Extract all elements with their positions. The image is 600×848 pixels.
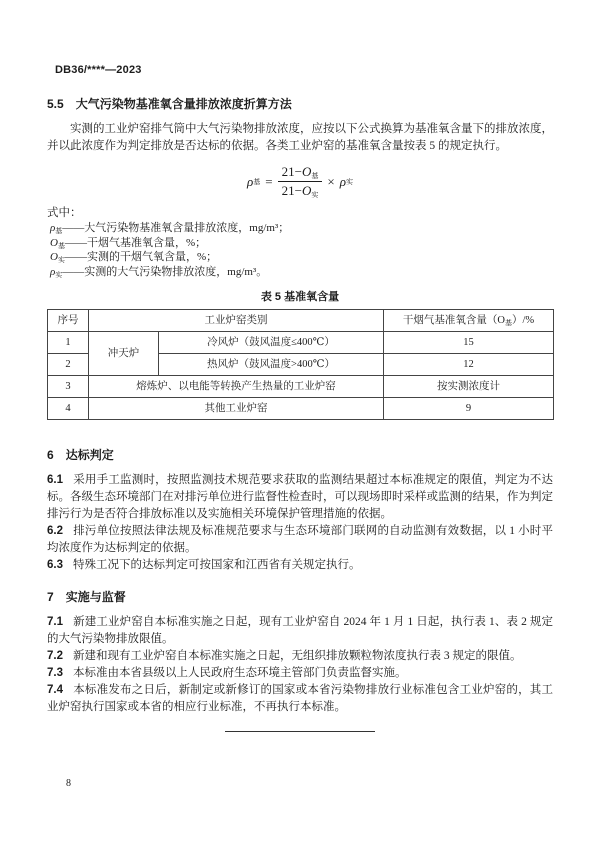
table5-header-oxygen: 干烟气基准氧含量$(O_基)/\%$ xyxy=(384,310,554,332)
row2-value: 12 xyxy=(384,354,554,376)
row4-no: 4 xyxy=(48,398,89,420)
section-5-5-heading xyxy=(47,95,553,112)
section-6-number: 6 xyxy=(47,448,54,462)
formula-multiply-sign: × xyxy=(327,173,335,189)
clause-7-3: 7.3 本标准由本省县级以上人民政府生态环境主管部门负责监督实施。 xyxy=(47,667,407,679)
section-6-title: 达标判定 xyxy=(65,448,114,462)
row1-group-cupola: 冲天炉 xyxy=(89,332,159,376)
row3-type: 熔炼炉、以电能等转换产生热量的工业炉窑 xyxy=(89,376,384,398)
symbol-definitions xyxy=(50,221,553,279)
row1-type: 冷风炉（鼓风温度≤400℃） xyxy=(159,332,384,354)
table-row xyxy=(48,376,554,398)
formula-fraction xyxy=(278,164,323,199)
clause-6-1: 6.1 采用手工监测时，按照监测技术规范要求获取的监测结果超过本标准规定的限值，判定为不达标。各级生态环境部门在对排污单位进行监督性检查时，可以现场即时采样或监测的结果，作为判定排污行为是否符合排放标准以及实施相关环境保护管理措施的依据。 xyxy=(47,474,553,520)
definition-o-base: $O_基——$干烟气基准氧含量，%； xyxy=(50,236,207,250)
clause-6-2: 6.2 排污单位按照法律法规及标准规范要求与生态环境部门联网的自动监测有效数据，以 1 小时平均浓度作为达标判定的依据。 xyxy=(47,525,553,554)
formula-rhs-symbol: ρ xyxy=(339,173,346,189)
table5-reference-oxygen xyxy=(47,309,554,420)
section-5-5-paragraph: 实测的工业炉窑排气筒中大气污染物排放浓度，应按以下公式换算为基准氧含量下的排放浓度，并以此浓度作为判定排放是否达标的依据。各类工业炉窑的基准氧含量按表 5 的规定执行。 xyxy=(47,123,553,152)
clause-7-4: 7.4 本标准发布之日后，新制定或新修订的国家或本省污染物排放行业标准包含工业炉窑的，其工业炉窑执行国家或本省的相应行业标准，不再执行本标准。 xyxy=(47,684,553,713)
formula-equals-sign: = xyxy=(265,173,273,189)
row4-type: 其他工业炉窑 xyxy=(89,398,384,420)
table5-caption: 表 5 基准氧含量 xyxy=(260,291,340,303)
page-number: 8 xyxy=(66,778,71,789)
row3-value: 按实测浓度计 xyxy=(384,376,554,398)
row2-type: 热风炉（鼓风温度>400℃） xyxy=(159,354,384,376)
table-row xyxy=(48,332,554,354)
table5-header-type: 工业炉窑类别 xyxy=(89,310,384,332)
section-7-heading xyxy=(47,588,553,605)
definition-rho-measured: $\rho_实——$实测的大气污染物排放浓度，mg/m³。 xyxy=(50,265,268,279)
row1-no: 1 xyxy=(48,332,89,354)
table-row xyxy=(48,398,554,420)
formula-denominator: $21-O_实$ xyxy=(281,183,319,199)
row4-value: 9 xyxy=(384,398,554,420)
section-5-5-title: 大气污染物基准氧含量排放浓度折算方法 xyxy=(75,97,292,111)
definition-rho-base: $\rho_基——$大气污染物基准氧含量排放浓度，mg/m³； xyxy=(50,222,290,235)
row3-no: 3 xyxy=(48,376,89,398)
section-6-heading xyxy=(47,446,553,463)
table5-header-row xyxy=(48,310,554,332)
table5-header-no: 序号 xyxy=(48,310,89,332)
section-5-5-number: 5.5 xyxy=(47,97,64,111)
section-7-title: 实施与监督 xyxy=(65,590,126,604)
row1-value: 15 xyxy=(384,332,554,354)
row2-no: 2 xyxy=(48,354,89,376)
document-code: DB36/****—2023 xyxy=(55,64,142,76)
end-of-document-rule xyxy=(225,731,375,732)
formula-where-label: 式中： xyxy=(47,207,82,219)
definition-o-measured: $O_实——$实测的干烟气氧含量，%； xyxy=(50,251,218,264)
section-7-number: 7 xyxy=(47,590,54,604)
oxygen-conversion-formula: ρ 基 = $\frac{21-O_基}{21-O_实}$ × ρ 实 xyxy=(247,164,353,199)
formula-lhs-symbol: ρ xyxy=(247,173,254,189)
formula-numerator: $21-O_基$ xyxy=(278,164,323,182)
clause-7-1: 7.1 新建工业炉窑自本标准实施之日起，现有工业炉窑自 2024 年 1 月 1 日起，执行表 1、表 2 规定的大气污染物排放限值。 xyxy=(47,616,553,645)
clause-6-3: 6.3 特殊工况下的达标判定可按国家和江西省有关规定执行。 xyxy=(47,559,361,571)
clause-7-2: 7.2 新建和现有工业炉窑自本标准实施之日起，无组织排放颗粒物浓度执行表 3 规定的限值。 xyxy=(47,650,522,662)
